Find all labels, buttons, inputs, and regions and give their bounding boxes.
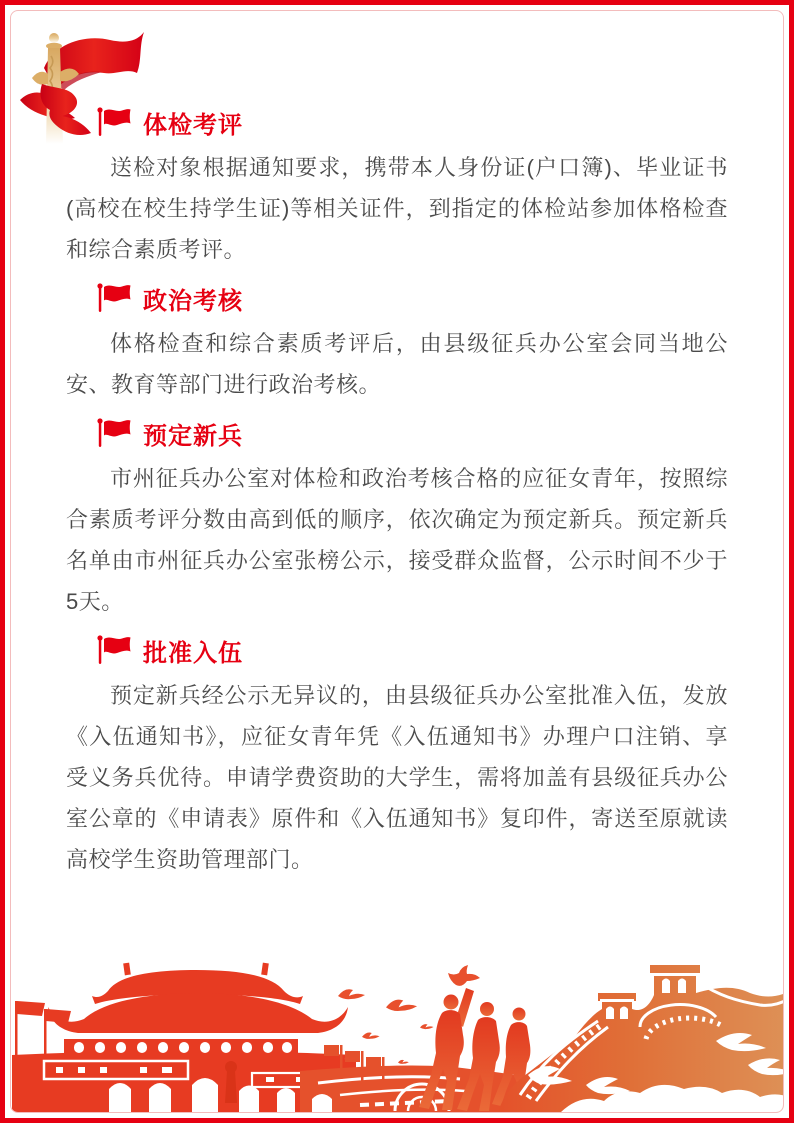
section-pre-selected-recruits bbox=[66, 415, 728, 622]
red-flag-icon bbox=[96, 634, 132, 666]
footer-illustration bbox=[10, 943, 784, 1113]
section-heading bbox=[96, 415, 728, 451]
red-flag-icon bbox=[96, 282, 132, 314]
section-title: 预定新兵 bbox=[143, 422, 243, 450]
section-title: 政治考核 bbox=[143, 287, 243, 315]
section-body: 送检对象根据通知要求，携带本人身份证(户口簿)、毕业证书(高校在校生持学生证)等相关证件，到指定的体检站参加体格检查和综合素质考评。 bbox=[66, 155, 728, 262]
flag-column-emblem bbox=[18, 26, 144, 148]
gate-lamp bbox=[225, 1061, 237, 1103]
section-body: 市州征兵办公室对体检和政治考核合格的应征女青年，按照综合素质考评分数由高到低的顺序，依次确定为预定新兵。预定新兵名单由市州征兵办公室张榜公示，接受群众监督，公示时间不少于5天。 bbox=[66, 466, 728, 614]
hand-dove bbox=[448, 965, 480, 986]
section-physical-exam bbox=[66, 104, 728, 270]
section-title: 批准入伍 bbox=[143, 639, 243, 667]
section-title: 体检考评 bbox=[143, 111, 243, 139]
section-heading bbox=[96, 632, 728, 668]
red-flag-icon bbox=[96, 417, 132, 449]
great-wall-silhouette bbox=[498, 965, 784, 1113]
section-body: 体格检查和综合素质考评后，由县级征兵办公室会同当地公安、教育等部门进行政治考核。 bbox=[66, 331, 728, 397]
section-political-review bbox=[66, 280, 728, 405]
section-heading bbox=[96, 280, 728, 316]
content-area bbox=[66, 0, 728, 880]
section-body: 预定新兵经公示无异议的，由县级征兵办公室批准入伍，发放《入伍通知书》，应征女青年凭《入伍通知书》办理户口注销、享受义务兵优待。申请学费资助的大学生，需将加盖有县级征兵办公室公章的《申请表》原件和《入伍通知书》复印件，寄送至原就读高校学生资助管理部门。 bbox=[66, 683, 728, 872]
section-heading bbox=[96, 104, 728, 140]
section-enlistment-approval bbox=[66, 632, 728, 880]
